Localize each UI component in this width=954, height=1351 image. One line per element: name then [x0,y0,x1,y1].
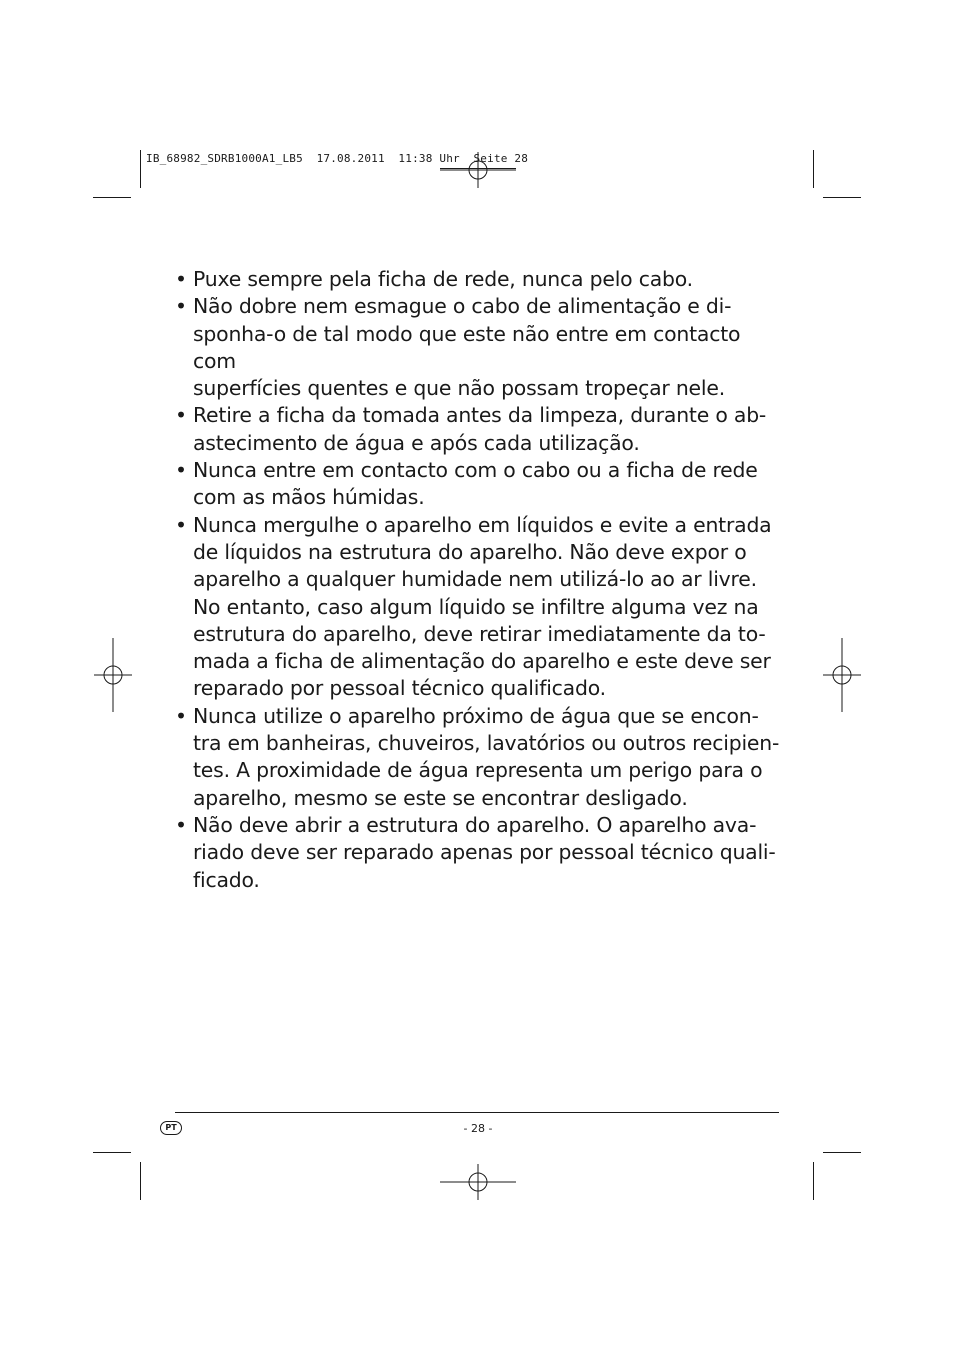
list-item [175,512,785,703]
crop-mark-top-right-vertical [813,150,814,188]
bullet-text: Nunca mergulhe o aparelho em líquidos e evite a entrada de líquidos na estrutura do aparelho. Não deve expor o aparelho a qualquer humidade nem utilizá-lo ao ar livre. No entanto, caso algum líquido se infiltre alguma vez na estrutura do aparelho, deve retirar imediatamente da to- mada a ficha de alimentação do aparelho e este deve ser reparado por pessoal técnico qualificado. [193,512,772,701]
page-number: - 28 - [463,1122,493,1135]
crop-mark-bottom-right-vertical [813,1162,814,1200]
list-item [175,402,785,457]
registration-mark-left [92,636,134,714]
crop-mark-top-right-horizontal [823,197,861,198]
footer-rule [175,1112,779,1113]
bullet-text: Nunca entre em contacto com o cabo ou a ficha de rede com as mãos húmidas. [193,458,758,510]
bullet-list [175,266,785,894]
crop-mark-top-left-horizontal [93,197,131,198]
bullet-text: Não dobre nem esmague o cabo de alimentação e di- sponha-o de tal modo que este não entre em contacto com superfícies quentes e que não possam tropeçar nele. [193,294,741,401]
crop-mark-top-left-vertical [140,150,141,188]
bullet-text: Retire a ficha da tomada antes da limpeza, durante o ab- astecimento de água e após cada utilização. [193,403,767,455]
list-item [175,457,785,512]
list-item [175,266,785,293]
list-item [175,812,785,894]
bullet-text: Não deve abrir a estrutura do aparelho. O aparelho ava- riado deve ser reparado apenas por pessoal técnico quali- ficado. [193,812,776,892]
list-item [175,293,785,402]
language-badge: PT [160,1121,182,1135]
safety-instructions [175,266,785,894]
registration-mark-bottom [438,1162,518,1202]
list-item [175,703,785,812]
registration-mark-top [438,150,518,190]
bullet-text: Puxe sempre pela ficha de rede, nunca pelo cabo. [193,267,693,291]
print-header: IB_68982_SDRB1000A1_LB5 17.08.2011 11:38 Uhr Seite 28 [146,152,529,165]
bullet-text: Nunca utilize o aparelho próximo de água que se encon- tra em banheiras, chuveiros, lavatórios ou outros recipien- tes. A proximidade de água representa um perigo para o aparelho, mesmo se este se encontrar desligado. [193,703,780,810]
registration-mark-right [821,636,863,714]
crop-mark-bottom-left-horizontal [93,1152,131,1153]
crop-mark-bottom-right-horizontal [823,1152,861,1153]
crop-mark-bottom-left-vertical [140,1162,141,1200]
